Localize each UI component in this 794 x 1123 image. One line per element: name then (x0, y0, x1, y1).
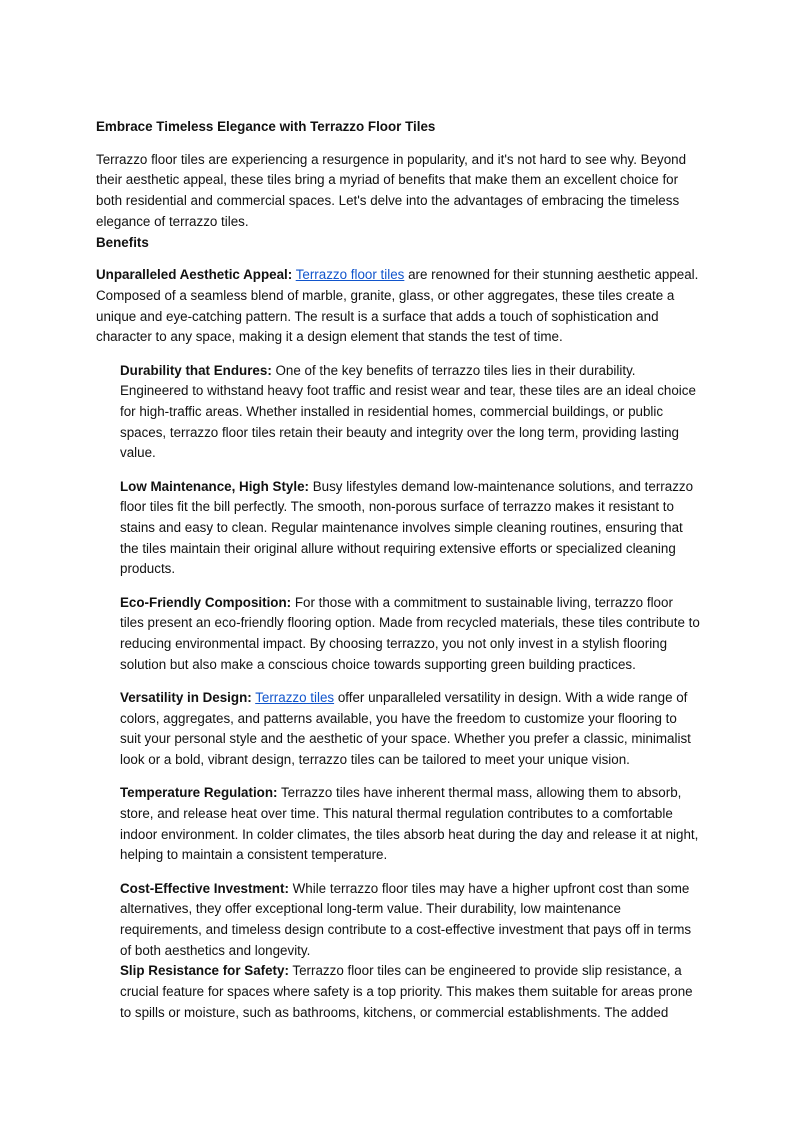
benefit-slip-resistance (120, 961, 700, 1023)
benefit-aesthetic-appeal (96, 265, 700, 348)
benefit-versatility (120, 688, 700, 771)
benefit-label: Durability that Endures: (120, 362, 272, 378)
benefit-text: Busy lifestyles demand low-maintenance solutions, and terrazzo floor tiles fit the bill perfectly. The smooth, non-porous surface of terrazzo makes it resistant to stains and easy to clean. Regular maintenance involves simple cleaning routines, ensuring that the tiles maintain their original allure without requiring extensive efforts or specialized cleaning products. (120, 478, 694, 577)
terrazzo-tiles-link[interactable]: Terrazzo tiles (255, 689, 335, 705)
benefit-label: Temperature Regulation: (120, 785, 278, 801)
benefit-temperature-regulation (120, 783, 700, 866)
benefit-label: Unparalleled Aesthetic Appeal: (96, 267, 293, 283)
intro-paragraph: Terrazzo floor tiles are experiencing a resurgence in popularity, and it's not hard to see why. Beyond their aesthetic appeal, these tiles bring a myriad of benefits that make them an excellent choice for both residential and commercial spaces. Let's delve into the advantages of embracing the timeless elegance of terrazzo tiles. (96, 151, 687, 229)
benefit-label: Low Maintenance, High Style: (120, 478, 309, 494)
benefit-text: For those with a commitment to sustainable living, terrazzo floor tiles present an eco-friendly flooring option. Made from recycled materials, these tiles contribute to reducing environmental impact. By choosing terrazzo, you not only invest in a stylish flooring solution but also make a conscious choice towards supporting green building practices. (120, 594, 700, 672)
benefit-label: Slip Resistance for Safety: (120, 963, 289, 979)
benefit-text: are renowned for their stunning aesthetic appeal. Composed of a seamless blend of marble, granite, glass, or other aggregates, these tiles create a unique and eye-catching pattern. The result is a surface that adds a touch of sophistication and character to any space, making it a design element that stands the test of time. (96, 267, 699, 345)
benefit-durability (120, 361, 700, 465)
benefit-text: offer unparalleled versatility in design. With a wide range of colors, aggregates, and patterns available, you have the freedom to customize your flooring to suit your personal style and the aesthetic of your space. Whether you prefer a classic, minimalist look or a bold, vibrant design, terrazzo tiles can be tailored to meet your unique vision. (120, 689, 691, 767)
benefit-cost-effective (120, 879, 700, 962)
benefit-text: One of the key benefits of terrazzo tiles lies in their durability. Engineered to withstand heavy foot traffic and resist wear and tear, these tiles are an ideal choice for high-traffic areas. Whether installed in residential homes, commercial buildings, or public spaces, terrazzo floor tiles retain their beauty and integrity over the long term, providing lasting value. (120, 362, 696, 461)
document-title: Embrace Timeless Elegance with Terrazzo Floor Tiles (96, 119, 436, 134)
benefit-label: Cost-Effective Investment: (120, 880, 289, 896)
benefit-eco-friendly (120, 593, 700, 676)
benefits-heading: Benefits (96, 234, 149, 250)
benefit-text: While terrazzo floor tiles may have a higher upfront cost than some alternatives, they offer exceptional long-term value. Their durability, low maintenance requirements, and timeless design contribute to a cost-effective investment that pays off in terms of both aesthetics and longevity. (120, 880, 692, 958)
benefit-text: Terrazzo floor tiles can be engineered to provide slip resistance, a crucial feature for spaces where safety is a top priority. This makes them suitable for areas prone to spills or moisture, such as bathrooms, kitchens, or commercial establishments. The added (120, 963, 693, 1020)
benefit-low-maintenance (120, 477, 700, 581)
terrazzo-floor-tiles-link[interactable]: Terrazzo floor tiles (295, 267, 405, 283)
benefit-label: Eco-Friendly Composition: (120, 594, 292, 610)
benefit-text: Terrazzo tiles have inherent thermal mass, allowing them to absorb, store, and release heat over time. This natural thermal regulation contributes to a comfortable indoor environment. In colder climates, the tiles absorb heat during the day and release it at night, helping to maintain a consistent temperature. (120, 785, 699, 863)
benefit-label: Versatility in Design: (120, 689, 252, 705)
document-body (96, 117, 700, 1023)
